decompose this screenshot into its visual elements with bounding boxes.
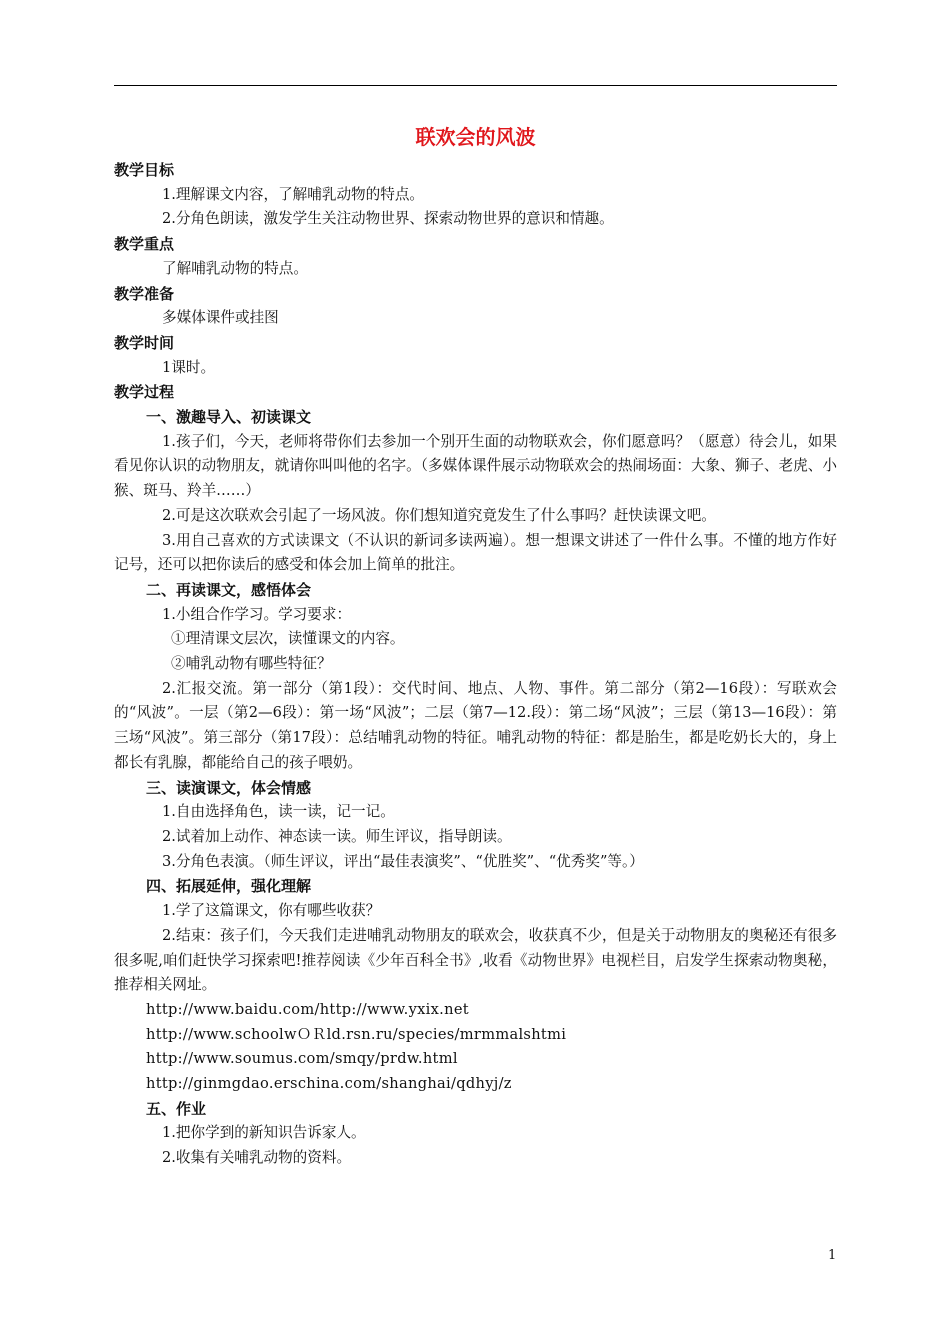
sub-requirement: ②哺乳动物有哪些特征？ (171, 655, 332, 673)
goal-item: 2.分角色朗读，激发学生关注动物世界、探索动物世界的意识和情趣。 (162, 210, 614, 228)
paragraph: 2.结束：孩子们，今天我们走进哺乳动物朋友的联欢会，收获真不少，但是关于动物朋友的奥秘还有很多很多呢,咱们赶快学习探索吧!推荐阅读《少年百科全书》,收看《动物世界》电视栏目，启发学生探索动物奥秘，推荐相关网址。 (114, 926, 837, 994)
paragraph: 2.试着加上动作、神态读一读。师生评议，指导朗读。 (162, 827, 512, 845)
document-body (114, 120, 837, 1171)
paragraph: 2.可是这次联欢会引起了一场风波。你们想知道究竟发生了什么事吗？赶快读课文吧。 (162, 506, 716, 524)
section-heading-process: 教学过程 (114, 383, 175, 402)
part4-heading: 四、拓展延伸，强化理解 (146, 877, 312, 896)
paragraph: 2.汇报交流。第一部分（第1段）：交代时间、地点、人物、事件。第二部分（第2—16段）：写联欢会的“风波”。一层（第2—6段）：第一场“风波”；二层（第7—12.段）：第二场“风波”；三层（第13—16段）：第三场“风波”。第三部分（第17段）：总结哺乳动物的特征。哺乳动物的特征：都是胎生，都是吃奶长大的，身上都长有乳腺，都能给自己的孩子喂奶。 (114, 679, 837, 771)
paragraph: 1.孩子们，今天，老师将带你们去参加一个别开生面的动物联欢会，你们愿意吗？（愿意）待会儿，如果看见你认识的动物朋友，就请你叫叫他的名字。（多媒体课件展示动物联欢会的热闹场面：大象、狮子、老虎、小猴、斑马、羚羊……） (114, 432, 837, 500)
paragraph: 1.把你学到的新知识告诉家人。 (162, 1124, 366, 1142)
part5-heading: 五、作业 (146, 1099, 207, 1118)
paragraph: 3.用自己喜欢的方式读课文（不认识的新词多读两遍）。想一想课文讲述了一件什么事。不懂的地方作好记号，还可以把你读后的感受和体会加上简单的批注。 (114, 531, 837, 574)
page-number: 1 (828, 1248, 837, 1263)
url-line: http://www.schoolwＯＲld.rsn.ru/species/mrmmalshtmi (146, 1025, 567, 1043)
sub-requirement: ①理清课文层次，读懂课文的内容。 (171, 630, 405, 648)
url-line: http://www.soumus.com/smqy/prdw.html (146, 1050, 458, 1068)
key-text: 了解哺乳动物的特点。 (162, 259, 308, 277)
goal-item: 1.理解课文内容，了解哺乳动物的特点。 (162, 185, 425, 203)
time-text: 1课时。 (162, 358, 216, 376)
section-heading-prep: 教学准备 (114, 284, 175, 303)
paragraph: 1.小组合作学习。学习要求： (162, 605, 352, 623)
paragraph: 1.自由选择角色，读一读，记一记。 (162, 803, 395, 821)
part3-heading: 三、读演课文，体会情感 (146, 778, 312, 797)
paragraph: 3.分角色表演。（师生评议，评出“最佳表演奖”、“优胜奖”、“优秀奖”等。） (162, 852, 644, 870)
prep-text: 多媒体课件或挂图 (162, 309, 279, 327)
paragraph: 1.学了这篇课文，你有哪些收获？ (162, 902, 381, 920)
section-heading-time: 教学时间 (114, 333, 175, 352)
url-line: http://www.baidu.com/http://www.yxix.net (146, 1000, 469, 1018)
url-line: http://ginmgdao.erschina.com/shanghai/qdhyj/z (146, 1075, 512, 1093)
document-title: 联欢会的风波 (415, 125, 536, 149)
section-heading-goals: 教学目标 (114, 161, 175, 179)
paragraph: 2.收集有关哺乳动物的资料。 (162, 1149, 352, 1167)
section-heading-key: 教学重点 (114, 235, 175, 254)
part2-heading: 二、再读课文，感悟体会 (146, 580, 312, 599)
header-rule (114, 85, 837, 86)
part1-heading: 一、激趣导入、初读课文 (146, 408, 312, 427)
